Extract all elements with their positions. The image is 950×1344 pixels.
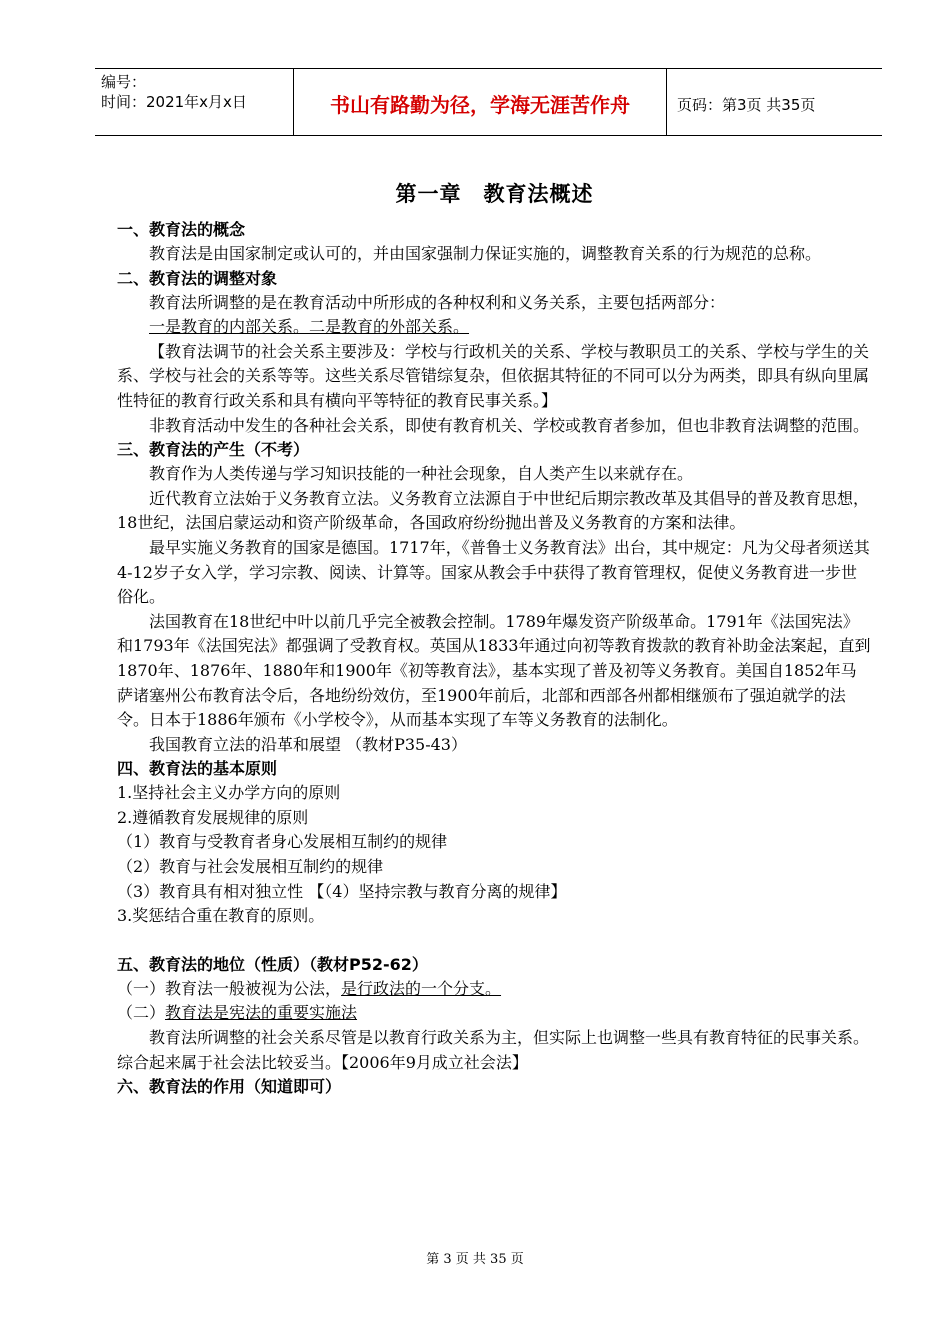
header-page-cell xyxy=(667,69,882,135)
list-item: 1.坚持社会主义办学方向的原则 xyxy=(117,783,341,803)
list-item: 3.奖惩结合重在教育的原则。 xyxy=(117,906,325,926)
section-heading-1: 一、教育法的概念 xyxy=(117,220,246,239)
item-prefix: （一）教育法一般被视为公法， xyxy=(117,978,342,998)
paragraph: 教育法所调整的是在教育活动中所形成的各种权利和义务关系，主要包括两部分： xyxy=(149,292,726,312)
document-body xyxy=(117,180,872,1099)
underlined-text: 一是教育的内部关系。二是教育的外部关系。 xyxy=(149,317,470,337)
motto: 书山有路勤为径，学海无涯苦作舟 xyxy=(330,93,630,117)
list-item: （1）教育与受教育者身心发展相互制约的规律 xyxy=(117,832,448,852)
time-label: 时间：2021年x月x日 xyxy=(101,93,247,111)
section-heading-5: 五、教育法的地位（性质）（教材P52-62） xyxy=(117,954,428,974)
paragraph: 我国教育立法的沿革和展望 （教材P35-43） xyxy=(149,734,467,754)
list-item: 2.遵循教育发展规律的原则 xyxy=(117,807,309,827)
list-item xyxy=(117,1001,872,1026)
paragraph: 最早实施义务教育的国家是德国。1717年，《普鲁士义务教育法》出台，其中规定：凡为父母者须送其4-12岁子女入学，学习宗教、阅读、计算等。国家从教会手中获得了教育管理权，促使义务教育进一步世俗化。 xyxy=(117,537,870,607)
section-heading-3: 三、教育法的产生（不考） xyxy=(117,440,310,460)
page-info: 页码：第3页 共35页 xyxy=(677,96,816,114)
list-item: （2）教育与社会发展相互制约的规律 xyxy=(117,857,384,877)
paragraph: 非教育活动中发生的各种社会关系，即使有教育机关、学校或教育者参加，但也非教育法调整的范围。 xyxy=(149,415,870,435)
paragraph: 法国教育在18世纪中叶以前几乎完全被教会控制。1789年爆发资产阶级革命。1791年《法国宪法》和1793年《法国宪法》都强调了受教育权。英国从1833年通过向初等教育拨款的教育补助金法案起，直到1870年、1876年、1880年和1900年《初等教育法》，基本实现了普及初等义务教育。美国自1852年马萨诸塞州公布教育法令后，各地纷纷效仿，至1900年前后，北部和西部各州都相继颁布了强迫就学的法令。日本于1886年颁布《小学校令》，从而基本实现了车等义务教育的法制化。 xyxy=(117,611,871,730)
page-footer: 第 3 页 共 35 页 xyxy=(426,1252,524,1267)
underlined-text: 教育法是宪法的重要实施法 xyxy=(165,1003,358,1023)
number-label: 编号： xyxy=(101,73,147,91)
header-left-cell xyxy=(95,69,294,135)
section-heading-6: 六、教育法的作用（知道即可） xyxy=(117,1077,342,1097)
header-motto-cell xyxy=(294,69,667,135)
section-heading-2: 二、教育法的调整对象 xyxy=(117,268,278,288)
section-heading-4: 四、教育法的基本原则 xyxy=(117,759,278,779)
list-item: （3）教育具有相对独立性 【（4）坚持宗教与教育分离的规律】 xyxy=(117,881,567,901)
paragraph: 【教育法调节的社会关系主要涉及：学校与行政机关的关系、学校与教职员工的关系、学校与学生的关系、学校与社会的关系等等。这些关系尽管错综复杂，但依据其特征的不同可以分为两类，即具有纵向里属性特征的教育行政关系和具有横向平等特征的教育民事关系。】 xyxy=(117,341,870,410)
item-prefix: （二） xyxy=(117,1003,166,1023)
list-item xyxy=(117,977,872,1002)
chapter-title: 第一章 教育法概述 xyxy=(395,182,594,206)
paragraph: 教育作为人类传递与学习知识技能的一种社会现象，自人类产生以来就存在。 xyxy=(149,464,694,484)
paragraph: 近代教育立法始于义务教育立法。义务教育立法源自于中世纪后期宗教改革及其倡导的普及教育思想，18世纪，法国启蒙运动和资产阶级革命，各国政府纷纷抛出普及义务教育的方案和法律。 xyxy=(117,488,870,533)
underlined-text: 是行政法的一个分支。 xyxy=(341,978,502,998)
paragraph: 教育法所调整的社会关系尽管是以教育行政关系为主，但实际上也调整一些具有教育特征的民事关系。综合起来属于社会法比较妥当。【2006年9月成立社会法】 xyxy=(117,1028,870,1072)
header-table xyxy=(95,68,882,136)
paragraph: 教育法是由国家制定或认可的，并由国家强制力保证实施的，调整教育关系的行为规范的总称。 xyxy=(149,244,822,263)
